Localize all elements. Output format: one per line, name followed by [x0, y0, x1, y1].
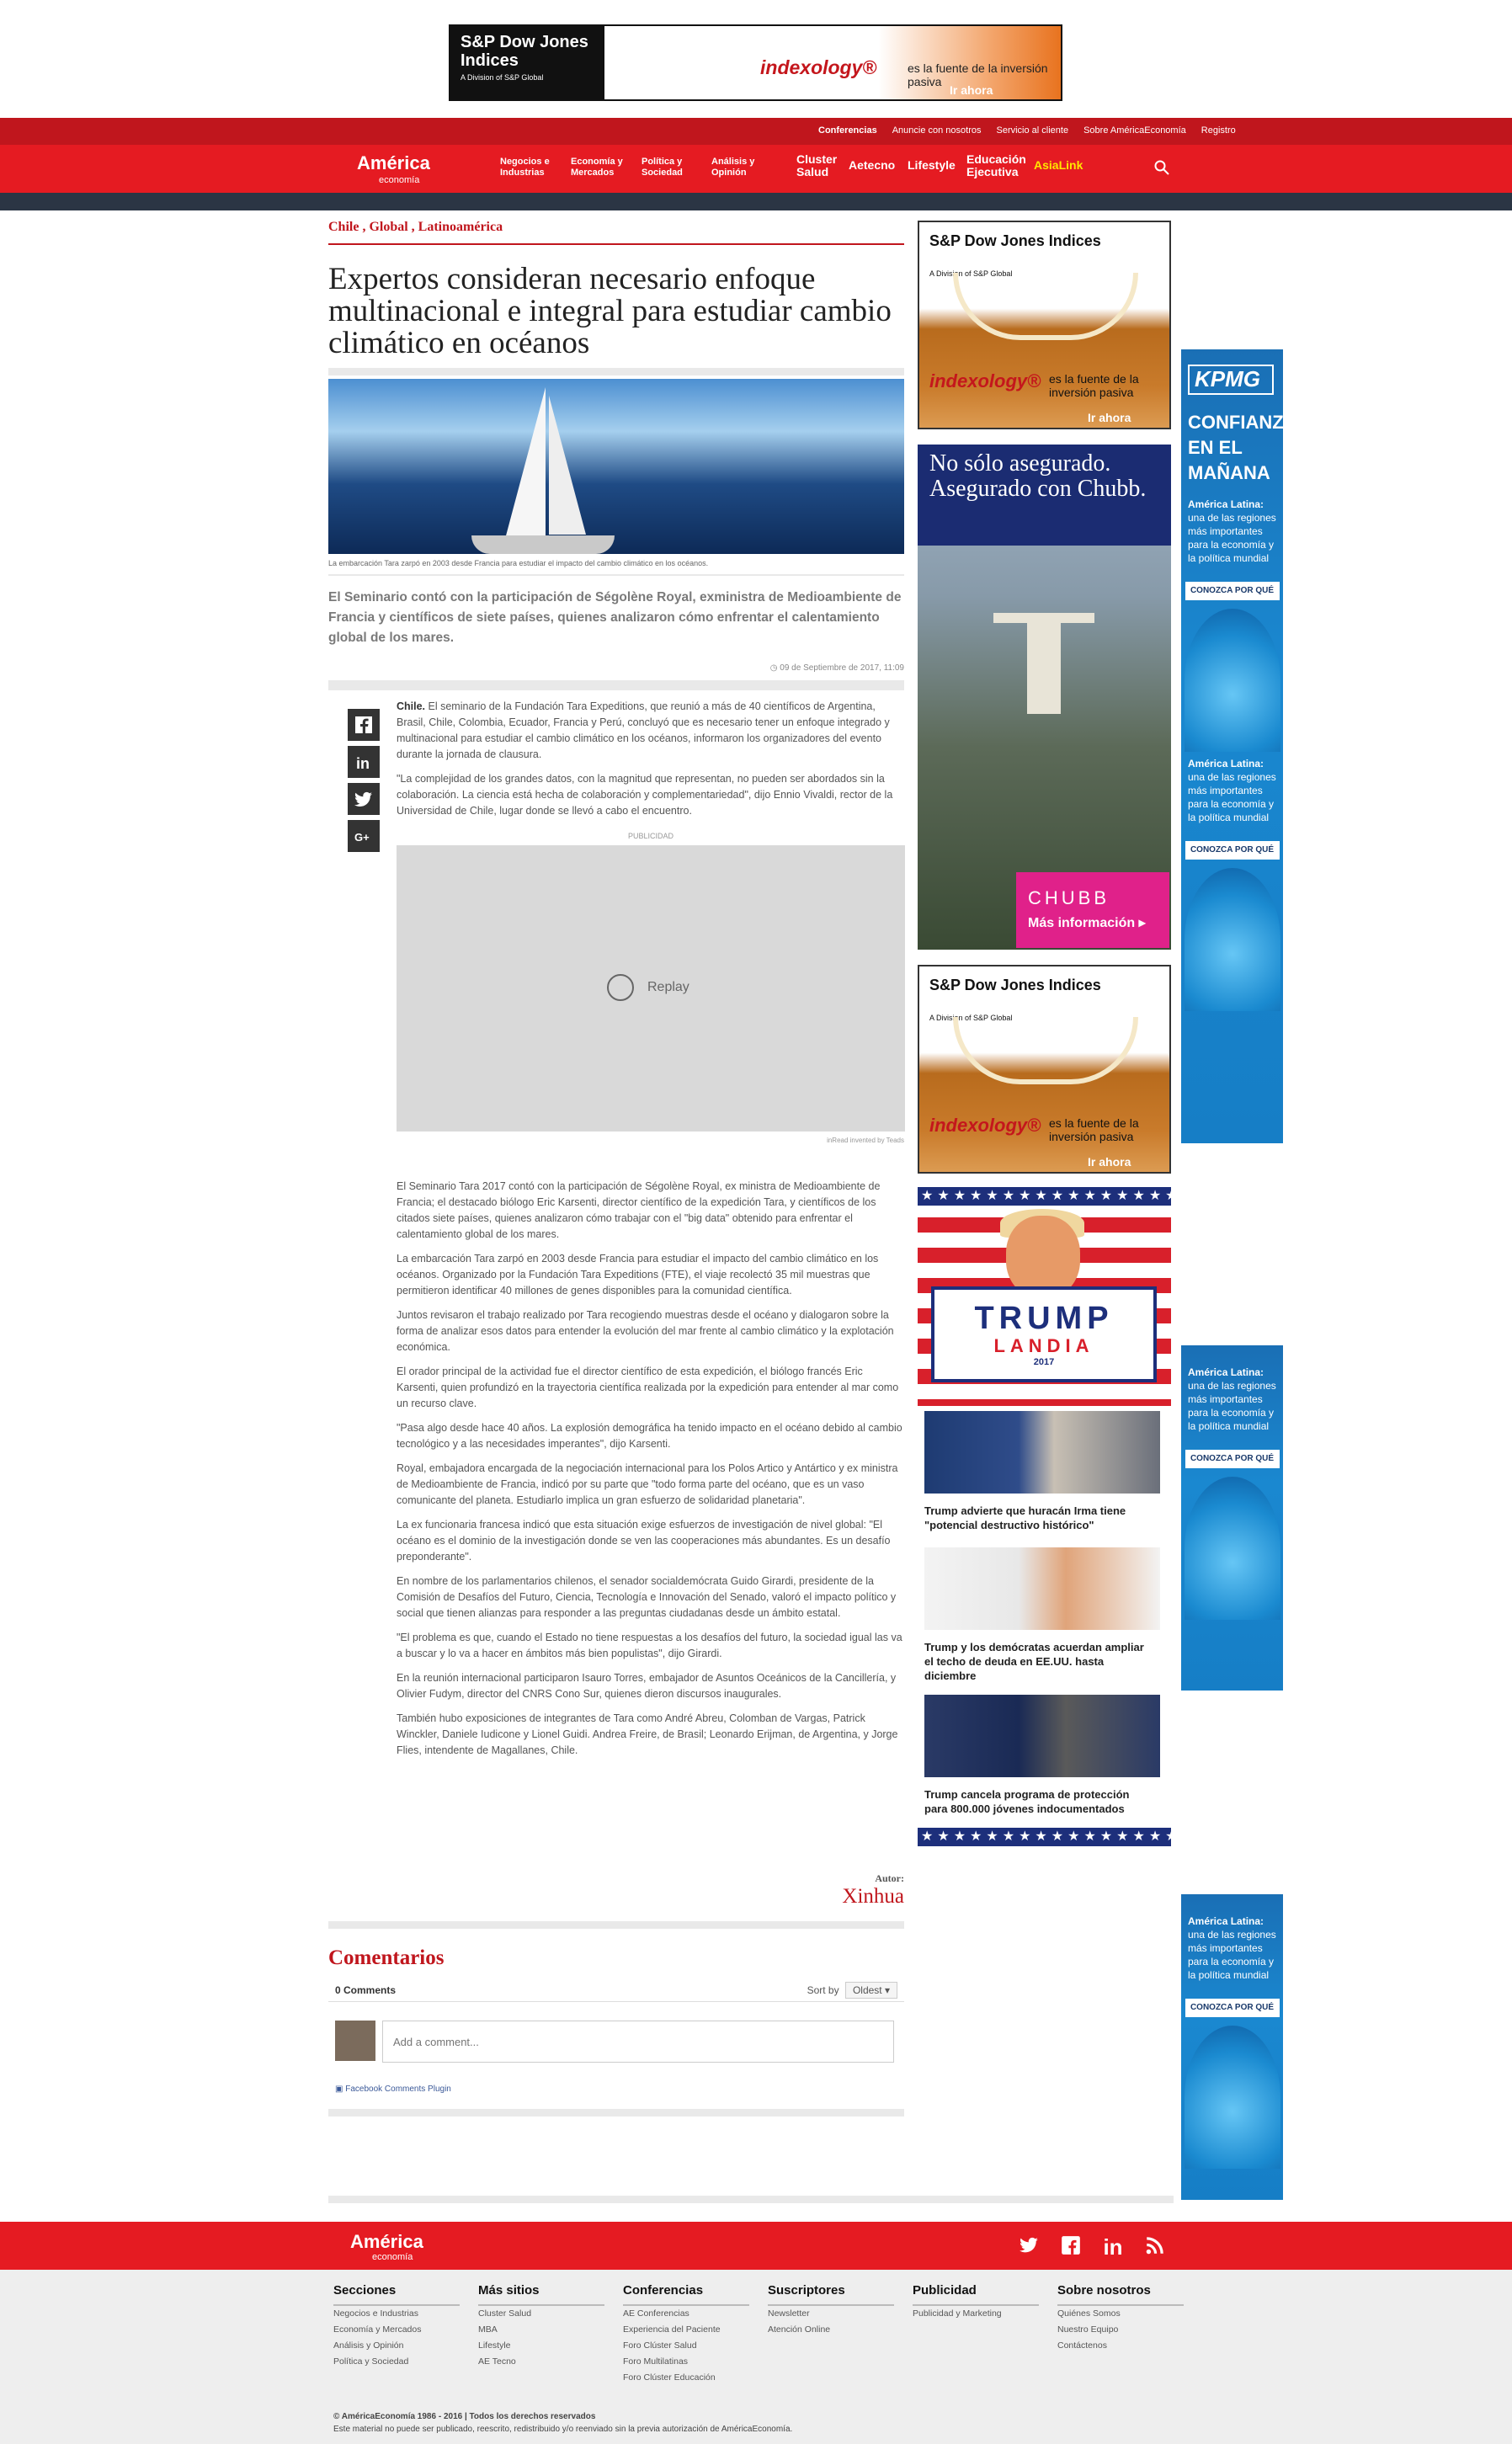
footer-link[interactable]: MBA: [478, 2324, 498, 2335]
article-lead: El Seminario contó con la participación de Ségolène Royal, exministra de Medioambiente de Francia y científicos de siete países, quienes analizaron cómo enfrentar el calentamiento global de los mares.: [328, 590, 902, 645]
stars-decoration: ★★★★★★★★★★★★★★★★★★★★: [918, 1828, 1171, 1846]
linkedin-share-button[interactable]: [348, 746, 380, 778]
footer-link[interactable]: Foro Clúster Educación: [623, 2372, 716, 2383]
kpmg-cta[interactable]: CONOZCA POR QUÉ: [1185, 582, 1280, 600]
footer-link[interactable]: AE Conferencias: [623, 2308, 689, 2319]
footer-logo[interactable]: América economía: [350, 2231, 423, 2262]
rss-icon[interactable]: [1142, 2234, 1168, 2260]
facebook-icon[interactable]: [1058, 2234, 1083, 2260]
utility-link[interactable]: Anuncie con nosotros: [892, 125, 982, 136]
news-headline[interactable]: Trump y los demócratas acuerdan ampliar el techo de deuda en EE.UU. hasta diciembre: [924, 1641, 1144, 1682]
footer-link[interactable]: Negocios e Industrias: [333, 2308, 418, 2319]
trump-subtitle: LANDIA: [993, 1335, 1094, 1356]
breadcrumb[interactable]: Chile , Global , Latinoamérica: [328, 215, 904, 245]
svg-text:G+: G+: [354, 831, 370, 844]
comment-input[interactable]: [382, 2021, 894, 2063]
footer-link[interactable]: Foro Clúster Salud: [623, 2340, 697, 2351]
kpmg-cta[interactable]: CONOZCA POR QUÉ: [1185, 841, 1280, 860]
footer-link[interactable]: Experiencia del Paciente: [623, 2324, 721, 2335]
news-headline[interactable]: Trump advierte que huracán Irma tiene "potencial destructivo histórico": [924, 1504, 1126, 1531]
replay-icon: [607, 974, 634, 1001]
kpmg-logo: KPMG: [1188, 365, 1274, 395]
article-body: [397, 1179, 905, 1767]
article: [328, 215, 904, 2117]
kpmg-cta[interactable]: CONOZCA POR QUÉ: [1185, 1999, 1280, 2017]
footer-link[interactable]: Cluster Salud: [478, 2308, 532, 2319]
video-player[interactable]: [397, 845, 905, 1131]
footer-column-publicidad: Publicidad Publicidad y Marketing: [913, 2283, 1039, 2322]
paragraph: "El problema es que, cuando el Estado no tiene respuestas a los desafíos del futuro, la sociedad igual las va a buscar y lo va a hacer en ámbitos más bien populistas", dijo Girardi.: [397, 1632, 902, 1659]
paragraph: La embarcación Tara zarpó en 2003 desde Francia para estudiar el impacto del cambio climático en los océanos. Organizado por la Fundación Tara Expeditions (FTE), el viaje recolectó 35 mil muestras que permitieron identificar 40 millones de genes disponibles para la comunidad científica.: [397, 1253, 879, 1297]
utility-link[interactable]: Servicio al cliente: [996, 125, 1069, 136]
ad-product: indexology®: [760, 56, 877, 78]
footer-link[interactable]: Política y Sociedad: [333, 2356, 409, 2367]
utility-link[interactable]: Conferencias: [818, 125, 877, 136]
utility-bar: [0, 118, 1512, 145]
chubb-title: No sólo asegurado. Asegurado con Chubb.: [918, 445, 1171, 546]
chubb-ad[interactable]: [918, 445, 1171, 950]
sp-ad[interactable]: S&P Dow Jones Indices A Division of S&P Global indexology® es la fuente de la inversión pasiva Ir ahora: [918, 221, 1171, 429]
footer-column-sobre-nosotros: Sobre nosotros Quiénes Somos Nuestro Equipo Contáctenos: [1057, 2283, 1184, 2354]
footer-link[interactable]: Newsletter: [768, 2308, 810, 2319]
footer-link[interactable]: Análisis y Opinión: [333, 2340, 404, 2351]
replay-button[interactable]: Replay: [607, 974, 689, 1001]
footer-link[interactable]: Atención Online: [768, 2324, 831, 2335]
kpmg-cta[interactable]: CONOZCA POR QUÉ: [1185, 1450, 1280, 1468]
footer-link[interactable]: Nuestro Equipo: [1057, 2324, 1119, 2335]
paragraph: También hubo exposiciones de integrantes de Tara como André Abreu, Colomban de Vargas, Patrick Winckler, Daniele Iudicone y Lionel Guidi. Andrea Freire, de Brasil; Leonardo Erijman, de Argentina, y Jorge Flies, intendente de Magallanes, Chile.: [397, 1712, 898, 1756]
paragraph: El orador principal de la actividad fue el director científico de esta expedición, el biólogo francés Eric Karsenti, quien profundizó en la trayectoria científica realizada por la expedición para entender al mar como un recurso clave.: [397, 1366, 899, 1409]
footer-link[interactable]: Publicidad y Marketing: [913, 2308, 1002, 2319]
facebook-share-button[interactable]: [348, 709, 380, 741]
search-icon[interactable]: [1153, 159, 1170, 176]
ad-brand-block: [449, 24, 604, 101]
kpmg-ad-3[interactable]: América Latina: una de las regiones más importantes para la economía y la política mundial CONOZCA POR QUÉ: [1181, 1894, 1283, 2200]
globe-icon: [1185, 868, 1280, 1011]
publicidad-label: PUBLICIDAD: [627, 832, 673, 840]
footer-bar: [0, 2222, 1512, 2270]
nav-item-politica[interactable]: Política y Sociedad: [642, 157, 683, 178]
facebook-plugin-link[interactable]: ▣ Facebook Comments Plugin: [335, 2085, 451, 2094]
nav-item-analisis[interactable]: Análisis y Opinión: [711, 157, 755, 178]
article-intro: Chile. El seminario de la Fundación Tara Expeditions, que reunió a más de 40 científicos de Argentina, Brasil, Chile, Colombia, Ecuador, Francia y Perú, concluyó que es necesario tener un enfoque integrado y multinacional para estudiar el cambio climático en los océanos, informaron los organizadores del evento durante la jornada de clausura. "La complejidad de los grandes datos, con la magnitud que representan, no pueden ser abordados sin la colaboración. La ciencia está hecha de colaboración y complementariedad", dijo Ennio Vivaldi, rector de la Universidad de Chile, lugar donde se llevó a cabo el encuentro.: [397, 700, 893, 817]
paragraph: En nombre de los parlamentarios chilenos, el senador socialdemócrata Guido Girardi, presidente de la Comisión de Desafíos del Futuro, Ciencia, Tecnología e Innovación del Senado, valoró el impacto político y social que tienen alianzas para responder a las preguntas ciudadanas desde un ámbito estatal.: [397, 1575, 897, 1619]
trump-year: 2017: [1033, 1357, 1055, 1367]
ad-cta[interactable]: Ir ahora: [950, 83, 993, 97]
chubb-brand: CHUBB: [1028, 887, 1110, 908]
twitter-icon[interactable]: [1016, 2234, 1041, 2260]
globe-icon: [1185, 1477, 1280, 1620]
sp-ad-2[interactable]: S&P Dow Jones Indices A Division of S&P Global indexology® es la fuente de la inversión pasiva Ir ahora: [918, 965, 1171, 1174]
article-body-wrap: [328, 690, 904, 1920]
copyright: © AméricaEconomía 1986 - 2016 | Todos los derechos reservados Este material no puede ser publicado, reescrito, redistribuido y/o reenviado sin la previa autorización de AméricaEconomía.: [333, 2412, 793, 2434]
footer-link[interactable]: Contáctenos: [1057, 2340, 1107, 2351]
article-title: Expertos consideran necesario enfoque multinacional e integral para estudiar cambio climático en océanos: [328, 262, 892, 360]
footer-link[interactable]: Economía y Mercados: [333, 2324, 422, 2335]
utility-link[interactable]: Registro: [1201, 125, 1236, 136]
author-block: [328, 1872, 904, 1909]
comments-section: [328, 1946, 904, 2117]
site-logo[interactable]: América economía: [357, 152, 430, 185]
comments-title: Comentarios: [328, 1946, 445, 1969]
footer-column-secciones: Secciones Negocios e Industrias Economía y Mercados Análisis y Opinión Política y Sociedad: [333, 2283, 460, 2370]
news-thumbnail[interactable]: [924, 1695, 1160, 1777]
utility-link[interactable]: Sobre AméricaEconomía: [1083, 125, 1186, 136]
globe-icon: [1185, 2026, 1280, 2169]
publish-date: ◷ 09 de Septiembre de 2017, 11:09: [769, 663, 904, 673]
footer-column-mas-sitios: Más sitios Cluster Salud MBA Lifestyle AE Tecno: [478, 2283, 604, 2370]
paragraph: El Seminario Tara 2017 contó con la participación de Ségolène Royal, ex ministra de Medioambiente de Francia; el destacado biólogo Eric Karsenti, director científico de la expedición Tara, y científicos de los citados siete países, quienes analizaron cómo trabajar con el "big data" obtenido para enfrentar el calentamiento global de los mares.: [397, 1180, 881, 1240]
paragraph: La ex funcionaria francesa indicó que esta situación exige esfuerzos de investigación de nivel global: "El océano es el dominio de la investigación donde se ven las cooperaciones más abundantes. Es un desafío preponderante".: [397, 1519, 891, 1563]
ad-tagline: es la fuente de la inversión pasiva: [908, 61, 1048, 88]
trump-title: TRUMP: [974, 1301, 1114, 1336]
nav-item-lifestyle[interactable]: Lifestyle: [908, 158, 956, 172]
kpmg-ad[interactable]: KPMG CONFIANZA EN EL MAÑANA América Latina: una de las regiones más importantes para la economía y la política mundial CONOZCA POR QUÉ América Latina: una de las regiones más importantes para la economía y la política mundial CONOZCA POR QUÉ: [1181, 349, 1283, 1143]
chubb-cta[interactable]: Más información ▸: [1028, 916, 1146, 930]
ad-division: A Division of S&P Global: [461, 73, 544, 82]
nav-item-aetecno[interactable]: Aetecno: [849, 158, 896, 172]
avatar: [335, 2021, 375, 2061]
nav-item-asialink[interactable]: AsiaLink: [1034, 158, 1083, 172]
footer-link[interactable]: Foro Multilatinas: [623, 2356, 689, 2367]
footer-column-conferencias: Conferencias AE Conferencias Experiencia del Paciente Foro Clúster Salud Foro Multilatinas Foro Clúster Educación: [623, 2283, 749, 2386]
nav-item-economia[interactable]: Economía y Mercados: [571, 157, 623, 178]
sort-dropdown[interactable]: Oldest ▾: [845, 1982, 897, 1999]
globe-icon: [1185, 609, 1280, 752]
nav-item-cluster-salud[interactable]: Cluster Salud: [796, 152, 838, 178]
news-thumbnail[interactable]: [924, 1547, 1160, 1630]
comments-count: 0 Comments: [335, 1983, 397, 1996]
nav-subbar: [0, 193, 1512, 210]
hero-image: [328, 379, 904, 554]
paragraph: Juntos revisaron el trabajo realizado por Tara recogiendo muestras desde el océano y dialogaron sobre la forma de analizar esos datos para entender la evolución del mar frente al cambio climático y la explotación económica.: [397, 1309, 894, 1353]
author-label: Autor:: [875, 1872, 904, 1884]
ad-creative[interactable]: [604, 26, 1061, 99]
news-headline[interactable]: Trump cancela programa de protección para 800.000 jóvenes indocumentados: [924, 1788, 1130, 1815]
paragraph: Royal, embajadora encargada de la negociación internacional para los Polos Artico y Antártico y ex ministra de Medioambiente de Francia, indicó por su parte que "todo forma parte del océano, que es un vaso comunicante del planeta. Estudiarlo implica un gran esfuerzo de solidaridad planetaria".: [397, 1462, 898, 1506]
author-name: Xinhua: [842, 1885, 904, 1908]
linkedin-icon[interactable]: in: [1103, 2234, 1123, 2260]
kpmg-headline: CONFIANZA EN EL MAÑANA: [1188, 412, 1296, 483]
ad-brand: S&P Dow Jones Indices: [461, 33, 588, 70]
googleplus-share-button[interactable]: [348, 820, 380, 852]
footer-column-suscriptores: Suscriptores Newsletter Atención Online: [768, 2283, 894, 2338]
paragraph: En la reunión internacional participaron Isauro Torres, embajador de Asuntos Oceánicos de la Cancillería, y Olivier Fudym, director del CNRS Cono Sur, quienes dieron discursos inaugurales.: [397, 1672, 897, 1700]
top-banner-ad[interactable]: [449, 24, 1062, 101]
footer-link[interactable]: AE Tecno: [478, 2356, 516, 2367]
divider: [328, 368, 904, 375]
image-caption: La embarcación Tara zarpó en 2003 desde Francia para estudiar el impacto del cambio climático en los océanos.: [328, 559, 709, 567]
trumplandia-banner[interactable]: [918, 1187, 1247, 1406]
footer-link[interactable]: Lifestyle: [478, 2340, 511, 2351]
twitter-share-button[interactable]: [348, 783, 380, 815]
main-nav: [0, 145, 1512, 193]
sort-label: Sort by: [807, 1983, 839, 1996]
nav-item-negocios[interactable]: Negocios e Industrias: [500, 157, 550, 178]
nav-item-educacion[interactable]: Educación Ejecutiva: [966, 152, 1026, 178]
kpmg-ad-2[interactable]: América Latina: una de las regiones más importantes para la economía y la política mundial CONOZCA POR QUÉ: [1181, 1345, 1283, 1691]
news-thumbnail[interactable]: [924, 1411, 1160, 1494]
paragraph: "Pasa algo desde hace 40 años. La explosión demográfica ha tenido impacto en el océano debido al cambio tecnológico y a las necesidades imperantes", dijo Karsenti.: [397, 1422, 902, 1450]
svg-text:in: in: [356, 755, 370, 772]
inread-credit[interactable]: inRead invented by Teads: [827, 1137, 904, 1144]
stars-decoration: ★★★★★★★★★★★★★★★★★★★★: [918, 1187, 1171, 1206]
footer-link[interactable]: Quiénes Somos: [1057, 2308, 1121, 2319]
